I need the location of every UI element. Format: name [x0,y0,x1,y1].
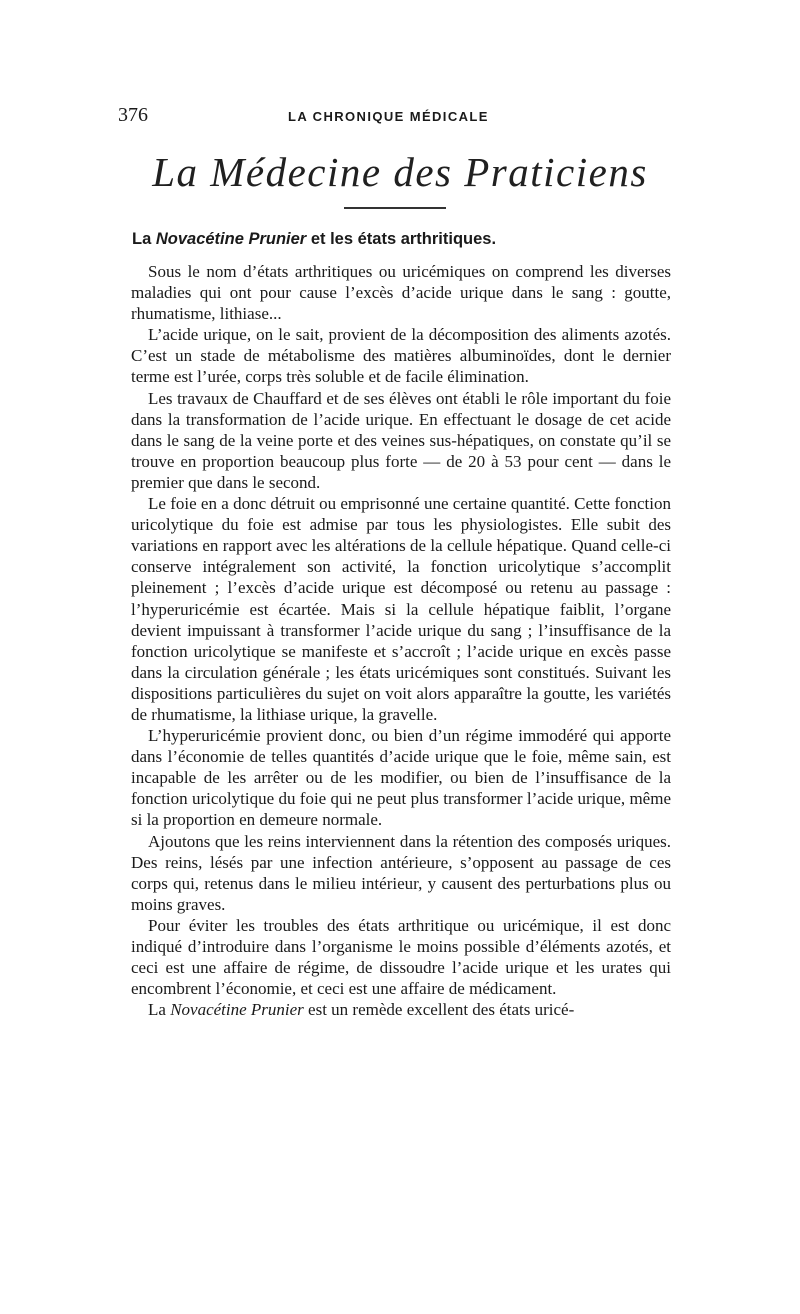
paragraph: Le foie en a donc détruit ou emprisonné une certaine quantité. Cette fonction uricolytique du foie est admise par tous les physiologistes. Elle subit des variations en rapport avec les altérations de la cellule hépatique. Quand celle-ci conserve intégralement son activité, la fonction uricolytique s’accomplit pleinement ; l’excès d’acide urique est décomposé ou retenu au passage : l’hyperuricémie est écartée. Mais si la cellule hépatique faiblit, l’organe devient impuissant à transformer l’acide urique du sang ; l’insuffisance de la fonction uricolytique se manifeste et s’accroît ; l’acide urique en excès passe dans la circulation générale ; les états uricémiques sont constitués. Suivant les dispositions particulières du sujet on voit alors apparaître la goutte, les variétés de rhumatisme, la lithiase urique, la gravelle. [131,494,671,724]
paragraph: L’acide urique, on le sait, provient de la décomposition des aliments azotés. C’est un stade de métabolisme des matières albuminoïdes, dont le dernier terme est l’urée, corps très soluble et de facile élimination. [131,325,671,387]
last-paragraph [131,999,671,1020]
article-body [131,261,671,1020]
last-paragraph-prefix: La [148,1000,171,1020]
paragraph: L’hyperuricémie provient donc, ou bien d’un régime immodéré qui apporte dans l’économie de telles quantités d’acide urique que le foie, même sain, est incapable de les arrêter ou de les modifier, ou bien de l’insuffisance de la fonction uricolytique du foie qui ne peut plus transformer l’acide urique, même si la proportion en demeure normale. [131,726,671,830]
running-head [118,104,678,128]
paragraph: Sous le nom d’états arthritiques ou uricémiques on comprend les diverses maladies qui ont pour cause l’excès d’acide urique dans le sang : goutte, rhumatisme, lithiase... [131,262,671,324]
journal-title: LA CHRONIQUE MÉDICALE [288,109,489,124]
last-paragraph-product: Novacétine Prunier [170,1000,304,1020]
article-title-suffix: et les états arthritiques. [306,230,497,248]
section-title: La Médecine des Praticiens [152,149,648,195]
article-title-prefix: La [132,230,156,248]
article-title [132,230,672,249]
paragraph: Ajoutons que les reins interviennent dans la rétention des composés uriques. Des reins, lésés par une infection antérieure, s’opposent au passage de ces corps qui, retenus dans le milieu intérieur, y causent des perturbations plus ou moins graves. [131,831,671,914]
page-number: 376 [118,104,148,126]
title-rule [344,207,446,209]
paragraph: Pour éviter les troubles des états arthritique ou uricémique, il est donc indiqué d’introduire dans l’organisme le moins possible d’éléments azotés, et ceci est une affaire de régime, de dissoudre l’acide urique et les urates qui encombrent l’économie, et ceci est une affaire de médicament. [131,915,671,999]
article-title-product: Novacétine Prunier [155,230,307,248]
paragraph: Les travaux de Chauffard et de ses élèves ont établi le rôle important du foie dans la transformation de l’acide urique. En effectuant le dosage de cet acide dans le sang de la veine porte et des veines sus-hépatiques, on constate qu’il se trouve en proportion beaucoup plus forte — de 20 à 53 pour cent — dans le premier que dans le second. [131,388,671,492]
last-paragraph-suffix: est un remède excellent des états uricé- [303,1000,575,1020]
